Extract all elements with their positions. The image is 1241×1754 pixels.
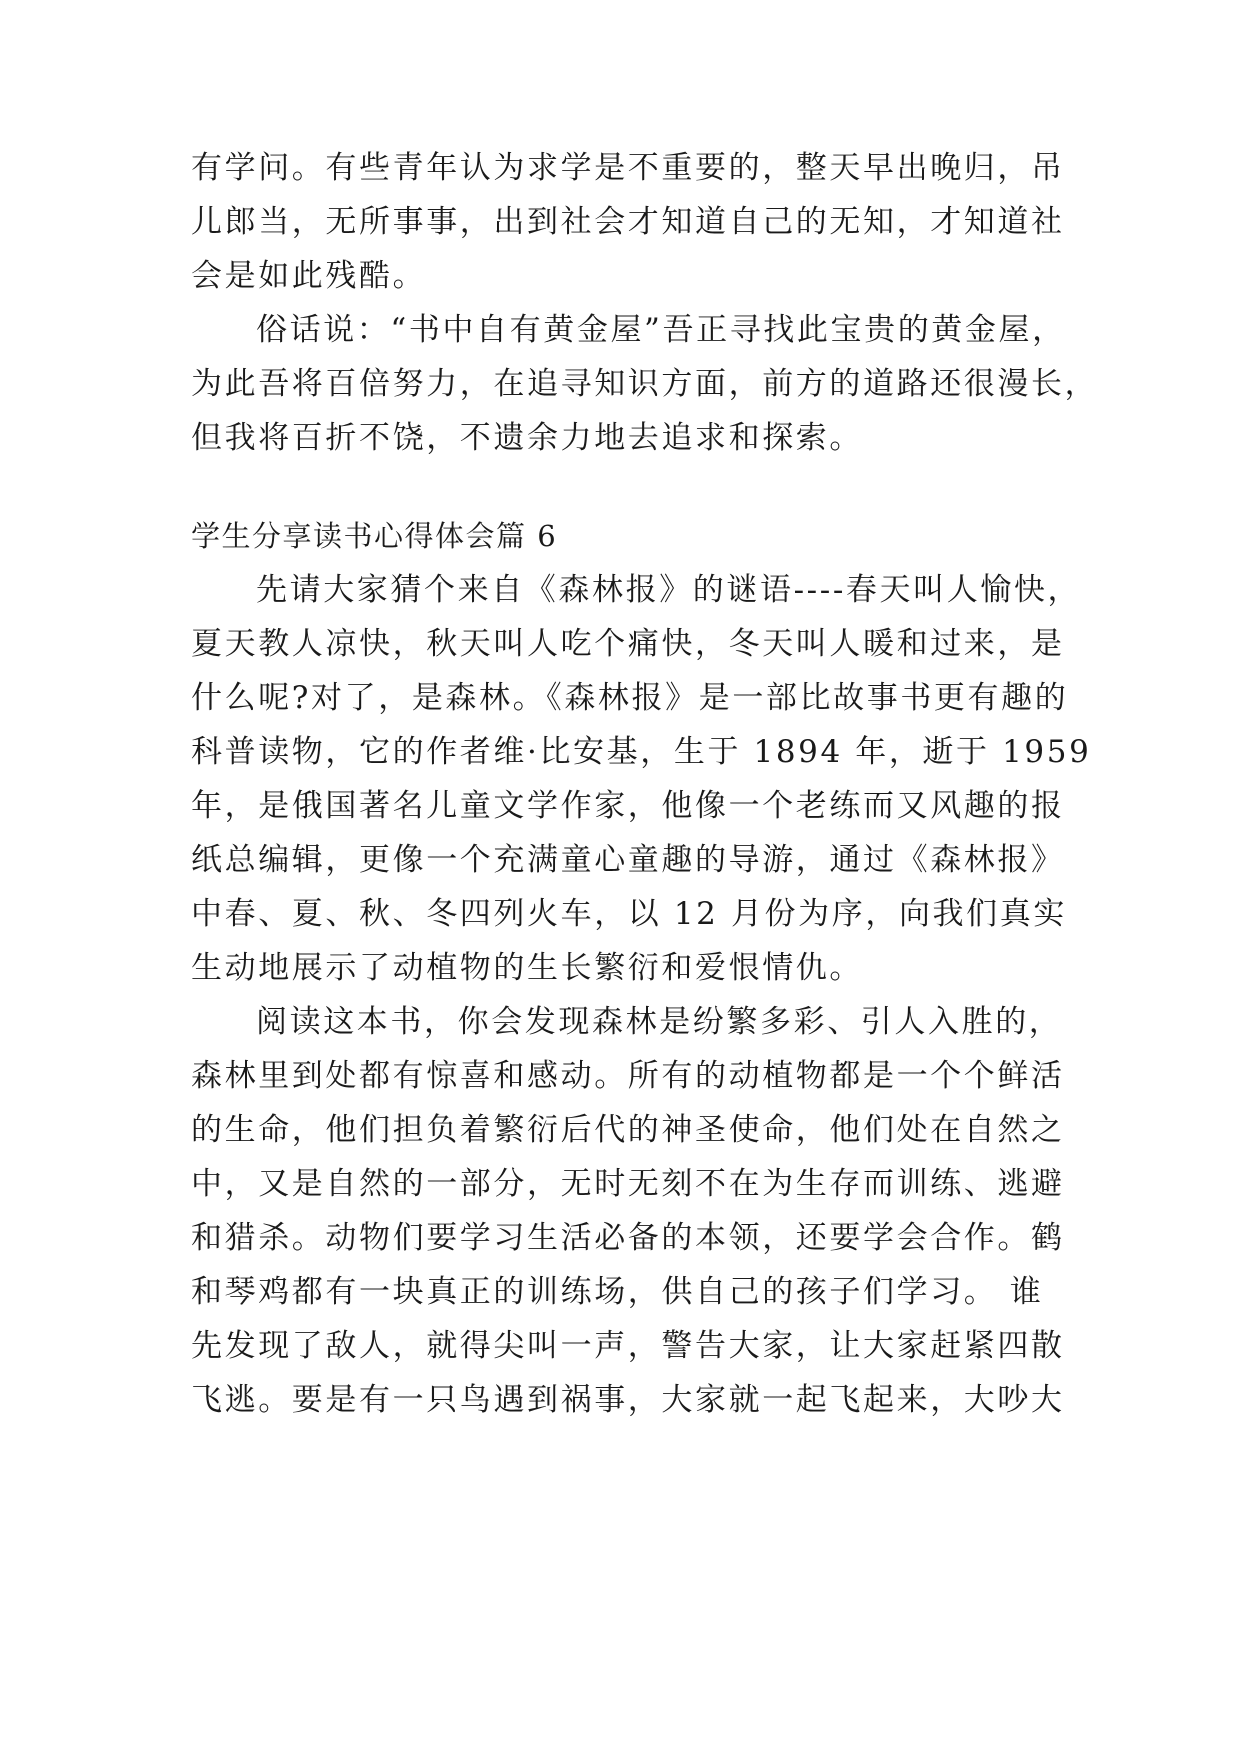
body-text-line: 什么呢?对了，是森林。《森林报》是一部比故事书更有趣的 [191, 680, 1069, 716]
body-text-line: 阅读这本书，你会发现森林是纷繁多彩、引人入胜的， [256, 1004, 1063, 1040]
body-text-line: 有学问。有些青年认为求学是不重要的，整天早出晚归，吊 [191, 150, 1065, 186]
body-text-line: 年，是俄国著名儿童文学作家，他像一个老练而又风趣的报 [191, 788, 1065, 824]
body-text-line: 夏天教人凉快，秋天叫人吃个痛快，冬天叫人暖和过来，是 [191, 626, 1065, 662]
body-text-line: 科普读物，它的作者维·比安基，生于 1894 年，逝于 1959 [191, 734, 1092, 770]
body-text-line: 但我将百折不饶，不遗余力地去追求和探索。 [191, 420, 863, 456]
body-text-line: 先请大家猜个来自《森林报》的谜语----春天叫人愉快， [256, 572, 1082, 608]
body-text-line: 的生命，他们担负着繁衍后代的神圣使命，他们处在自然之 [191, 1112, 1065, 1148]
body-text-line: 生动地展示了动植物的生长繁衍和爱恨情仇。 [191, 950, 863, 986]
body-text-line: 为此吾将百倍努力，在追寻知识方面，前方的道路还很漫长， [191, 366, 1099, 402]
section-heading: 学生分享读书心得体会篇 6 [191, 519, 558, 553]
body-text-line: 飞逃。要是有一只鸟遇到祸事，大家就一起飞起来，大吵大 [191, 1382, 1065, 1418]
body-text-line: 先发现了敌人，就得尖叫一声，警告大家，让大家赶紧四散 [191, 1328, 1065, 1364]
body-text-line: 会是如此残酷。 [191, 258, 427, 294]
body-text-line: 和猎杀。动物们要学习生活必备的本领，还要学会合作。鹤 [191, 1220, 1065, 1256]
body-text-line: 纸总编辑，更像一个充满童心童趣的导游，通过《森林报》 [191, 842, 1065, 878]
body-text-line: 和琴鸡都有一块真正的训练场，供自己的孩子们学习。 谁 [191, 1274, 1044, 1310]
body-text-line: 俗话说：“书中自有黄金屋”吾正寻找此宝贵的黄金屋， [256, 312, 1066, 348]
body-text-line: 中春、夏、秋、冬四列火车，以 12 月份为序，向我们真实 [191, 896, 1067, 932]
body-text-line: 森林里到处都有惊喜和感动。所有的动植物都是一个个鲜活 [191, 1058, 1065, 1094]
body-text-line: 中，又是自然的一部分，无时无刻不在为生存而训练、逃避 [191, 1166, 1065, 1202]
body-text-line: 儿郎当，无所事事，出到社会才知道自己的无知，才知道社 [191, 204, 1065, 240]
